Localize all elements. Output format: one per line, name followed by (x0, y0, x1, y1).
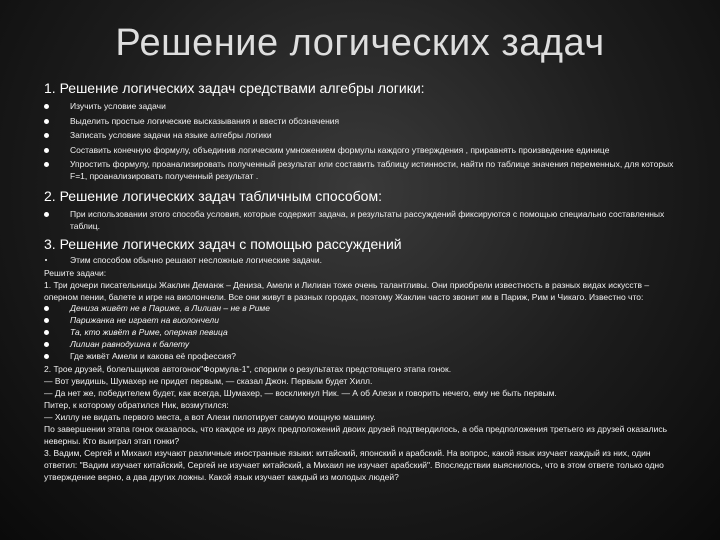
bullet-icon (44, 133, 49, 138)
list-item: Выделить простые логические высказывания и ввести обозначения (44, 116, 684, 128)
bullet-icon (44, 148, 49, 153)
task1-text: 1. Три дочери писательницы Жаклин Деманж – Дениза, Амели и Лилиан тоже очень талантливы. Они приобрели известность в разных видах искусств – оперном пении, балете и игре на виолончели. Все они живут в разных городах, поэтому Жаклин часто звонит им в Париж, Рим и Чикаго. Известно что: (44, 280, 650, 302)
section3-note-list (44, 255, 684, 266)
list-item: Составить конечную формулу, объединив логическим умножением формулы каждого утверждения , приравнять произведение единице (44, 145, 684, 157)
list-item: Упростить формулу, проанализировать полученный результат или составить таблицу истинности, найти по таблице значения переменных, для которых F=1, проанализировать полученный результат . (44, 159, 684, 182)
list-item: Парижанка не играет на виолончели (44, 315, 684, 326)
tasks-label: Решите задачи: (44, 268, 107, 278)
task2-line: — Вот увидишь, Шумахер не придет первым, — сказал Джон. Первым будет Хилл. (44, 376, 373, 386)
bullet-icon (44, 318, 49, 323)
bullet-icon (44, 306, 49, 311)
list-item: Дениза живёт не в Париже, а Лилиан – не в Риме (44, 303, 684, 314)
task2-line: 2. Трое друзей, болельщиков автогонок"Формула-1", спорили о результатах предстоящего этапа гонок. (44, 364, 452, 374)
list-item: Та, кто живёт в Риме, оперная певица (44, 327, 684, 338)
bullet-icon (44, 104, 49, 109)
slide-content (44, 80, 684, 483)
bullet-icon (44, 330, 49, 335)
task2-line: — Хиллу не видать первого места, а вот Алези пилотирует самую мощную машину. (44, 412, 376, 422)
section2-heading: 2. Решение логических задач табличным способом: (44, 188, 382, 204)
section2-list (44, 209, 684, 232)
list-item: Где живёт Амели и какова её профессия? (44, 351, 684, 362)
section3-heading: 3. Решение логических задач с помощью рассуждений (44, 236, 402, 252)
bullet-icon (44, 342, 49, 347)
task3-text: 3. Вадим, Сергей и Михаил изучают различные иностранные языки: китайский, японский и арабский. На вопрос, какой язык изучает каждый из них, один ответил: "Вадим изучает китайский, Сергей не изучает китайский, а Михаил не изучает арабский". Впоследствии выяснилось, что в этом ответе только одно утверждение верно, а два других ложны. Какой язык изучает каждый из молодых людей? (44, 448, 664, 482)
section1-heading: 1. Решение логических задач средствами алгебры логики: (44, 80, 425, 96)
task1-list (44, 303, 684, 362)
task2-line: — Да нет же, победителем будет, как всегда, Шумахер, — воскликнул Ник. — А об Алези и говорить нечего, ему не быть первым. (44, 388, 557, 398)
bullet-icon (45, 259, 47, 261)
task2-line: По завершении этапа гонок оказалось, что каждое из двух предположений двоих друзей подтвердилось, а оба предположения третьего из друзей оказались неверны. Кто выиграл этап гонки? (44, 424, 668, 446)
slide-title: Решение логических задач (115, 22, 605, 64)
section1-list (44, 101, 684, 182)
list-item: Записать условие задачи на языке алгебры логики (44, 130, 684, 142)
list-item: Этим способом обычно решают несложные логические задачи. (44, 255, 684, 266)
list-item: Лилиан равнодушна к балету (44, 339, 684, 350)
bullet-icon (44, 354, 49, 359)
bullet-icon (44, 162, 49, 167)
task2-line: Питер, к которому обратился Ник, возмутился: (44, 400, 229, 410)
bullet-icon (44, 119, 49, 124)
list-item: Изучить условие задачи (44, 101, 684, 113)
bullet-icon (44, 212, 49, 217)
list-item: При использовании этого способа условия, которые содержит задача, и результаты рассуждений фиксируются с помощью специально составленных таблиц. (44, 209, 684, 232)
